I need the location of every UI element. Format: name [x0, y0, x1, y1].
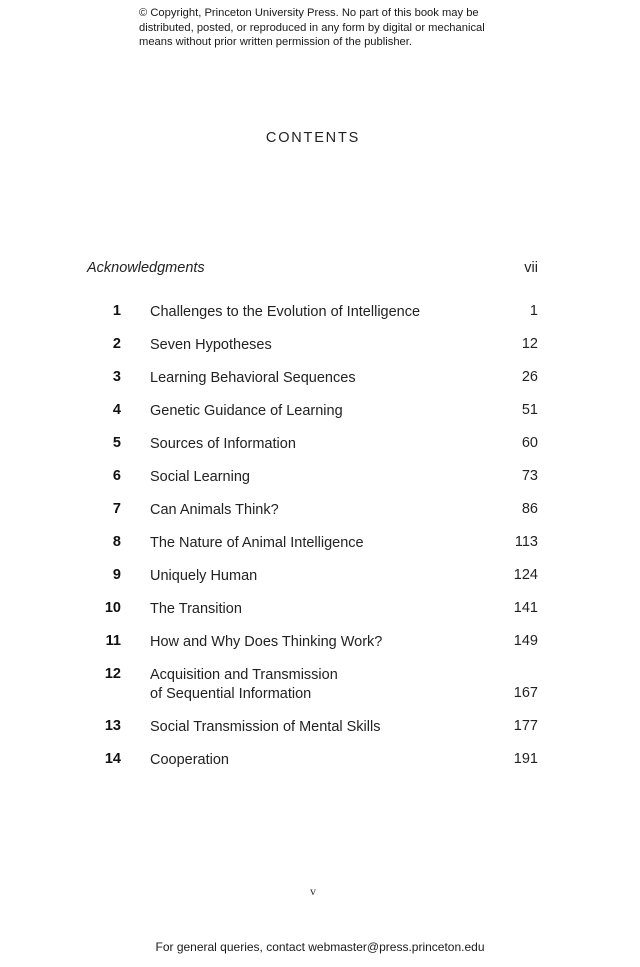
page-title: CONTENTS	[265, 130, 361, 146]
chapter-title: Social Learning	[150, 469, 250, 485]
chapter-number: 4	[112, 402, 121, 418]
chapter-number: 10	[104, 600, 121, 616]
chapter-number: 1	[112, 303, 121, 319]
toc-entry[interactable]	[0, 468, 640, 488]
toc-entry[interactable]	[0, 369, 640, 389]
chapter-page: 141	[513, 600, 538, 616]
toc-entry[interactable]	[0, 751, 640, 771]
acknowledgments-page: vii	[524, 260, 538, 276]
chapter-number: 9	[112, 567, 121, 583]
chapter-title-line: of Sequential Information	[150, 686, 312, 702]
toc-entry[interactable]	[0, 600, 640, 620]
chapter-title: Social Transmission of Mental Skills	[150, 719, 381, 735]
acknowledgments-label[interactable]: Acknowledgments	[87, 260, 205, 276]
chapter-number: 7	[112, 501, 121, 517]
chapter-page: 177	[513, 718, 538, 734]
chapter-number: 2	[112, 336, 121, 352]
chapter-page: 113	[514, 534, 538, 550]
chapter-number: 3	[112, 369, 121, 385]
chapter-title: The Nature of Animal Intelligence	[150, 535, 364, 551]
copyright-line: distributed, posted, or reproduced in any form by digital or mechanical	[139, 21, 485, 34]
chapter-title: Learning Behavioral Sequences	[150, 370, 356, 386]
toc-entry[interactable]	[0, 303, 640, 323]
chapter-page: 86	[521, 501, 538, 517]
chapter-title: Seven Hypotheses	[150, 337, 272, 353]
chapter-number: 14	[104, 751, 121, 767]
chapter-number: 6	[112, 468, 121, 484]
chapter-page: 149	[513, 633, 538, 649]
chapter-page: 73	[521, 468, 538, 484]
chapter-page: 51	[521, 402, 538, 418]
chapter-number: 5	[112, 435, 121, 451]
chapter-number: 8	[112, 534, 121, 550]
toc-entry[interactable]	[0, 435, 640, 455]
toc-entry[interactable]	[0, 633, 640, 653]
chapter-page: 12	[521, 336, 538, 352]
chapter-page: 167	[513, 685, 538, 701]
chapter-number: 13	[104, 718, 121, 734]
toc-entry[interactable]	[0, 718, 640, 738]
chapter-title: Genetic Guidance of Learning	[150, 403, 343, 419]
chapter-title: How and Why Does Thinking Work?	[150, 634, 383, 650]
chapter-title: The Transition	[150, 601, 242, 617]
chapter-number: 12	[104, 666, 121, 682]
chapter-page: 1	[529, 303, 538, 319]
chapter-number: 11	[105, 633, 121, 649]
footer-contact: For general queries, contact webmaster@press.princeton.edu	[155, 940, 485, 954]
copyright-notice	[139, 6, 519, 50]
toc-entry[interactable]	[0, 402, 640, 422]
chapter-title: Cooperation	[150, 752, 229, 768]
toc-entry[interactable]	[0, 534, 640, 554]
chapter-title-line: Acquisition and Transmission	[150, 667, 338, 683]
toc-entry[interactable]	[0, 567, 640, 587]
chapter-title: Sources of Information	[150, 436, 296, 452]
chapter-title: Challenges to the Evolution of Intelligence	[150, 304, 421, 320]
toc-entry[interactable]	[0, 501, 640, 521]
chapter-page: 60	[521, 435, 538, 451]
chapter-title	[150, 666, 338, 704]
chapter-page: 191	[513, 751, 538, 767]
chapter-title: Uniquely Human	[150, 568, 258, 584]
chapter-page: 124	[513, 567, 538, 583]
chapter-page: 26	[521, 369, 538, 385]
copyright-line: © Copyright, Princeton University Press. No part of this book may be	[139, 7, 479, 19]
chapter-title: Can Animals Think?	[150, 502, 279, 518]
toc-entry[interactable]	[0, 666, 640, 704]
page-folio: v	[310, 884, 316, 898]
toc-entry[interactable]	[0, 336, 640, 356]
copyright-line: means without prior written permission of the publisher.	[139, 36, 412, 48]
